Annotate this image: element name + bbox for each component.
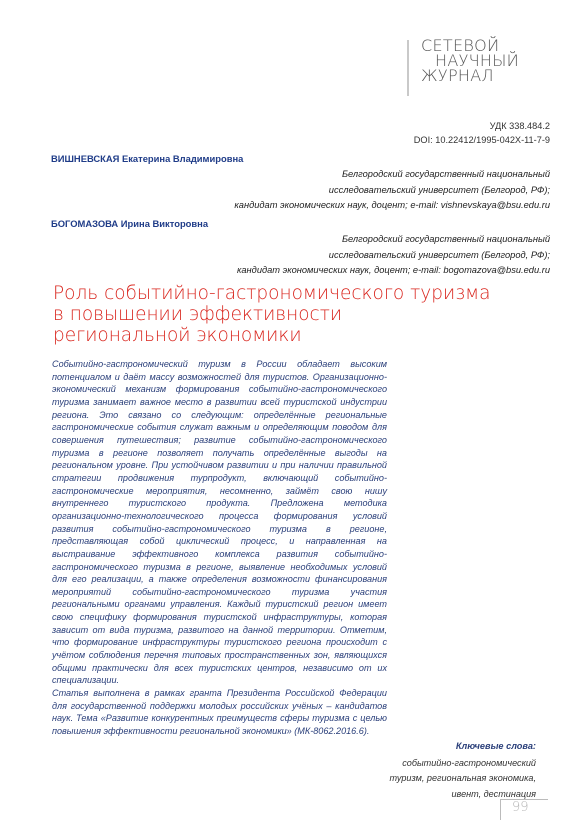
page-number-divider [500,799,501,820]
author-2-aff-line-3: кандидат экономических наук, доцент; e-mail: bogomazova@bsu.edu.ru [237,265,550,275]
journal-logo [421,38,519,83]
author-1-name: ВИШНЕВСКАЯ Екатерина Владимировна [51,153,244,164]
article-title [53,283,513,346]
article-title-line-3: региональной экономики [53,325,302,346]
author-2-aff-line-2: исследовательский университет (Белгород, РФ); [328,249,550,260]
udk-code: УДК 338.484.2 [489,121,550,131]
journal-logo-line-1: СЕТЕВОЙ [421,36,500,55]
article-identifiers [414,119,550,147]
journal-logo-line-2: НАУЧНЫЙ [435,51,520,70]
author-1-aff-line-3: кандидат экономических наук, доцент; e-mail: vishnevskaya@bsu.edu.ru [234,200,550,210]
article-title-line-2: в повышении эффективности [53,304,343,325]
author-1-affiliation [234,167,550,214]
journal-logo-line-3: ЖУРНАЛ [421,66,494,85]
author-1-aff-line-2: исследовательский университет (Белгород, РФ); [328,184,550,195]
article-title-line-1: Роль событийно-гастрономического туризма [53,283,491,304]
abstract-paragraph-grant: Статья выполнена в рамках гранта Президента Российской Федерации для государственной поддержки молодых российских учёных – кандидатов наук. Тема «Развитие конкурентных преимуществ сферы туризма с целью повышения эффективности региональной экономики» (МК-8062.2016.6). [52,688,387,737]
keywords-heading: Ключевые слова: [455,741,536,751]
doi-code: DOI: 10.22412/1995-042X-11-7-9 [413,135,550,145]
article-abstract [52,358,387,738]
page-number: 99 [512,800,529,815]
abstract-paragraph-1: Событийно-гастрономический туризм в России обладает высоким потенциалом и даёт массу возможностей для туристов. Организационно-экономический механизм формирования событийно-гастрономического туризма занимает важное место в развитии всей туристской индустрии региона. Это связано со следующим: определённые региональные гастрономические события служат важным и определяющим поводом для совершения путешествия; развитие событийно-гастрономического туризма в регионе позволяет получать определённые выгоды на региональном уровне. При устойчивом развитии и при наличии правильной стратегии продвижения турпродукт, включающий событийно-гастрономические мероприятия, несомненно, займёт свою нишу внутреннего туристского продукта. Предложена методика организационно-технологического процесса формирования условий развития событийно-гастрономического туризма в регионе, представляющая собой циклический процесс, и направленная на выстраивание эффективного комплекса развития событийно-гастрономического туризма в регионе, выявление необходимых условий для его реализации, а также определения возможности финансирования мероприятий событийно-гастрономического туризма участия региональными органами управления. Каждый туристский регион имеет свою специфику формирования туристской инфраструктуры, которая зависит от вида туризма, развитого на данной территории. Отметим, что формирование инфраструктуры туристского региона происходит с учётом соблюдения перечня типовых пространственных зон, являющихся общими практически для всех туристских центров, независимо от их специализации. [52,359,387,686]
author-2-aff-line-1: Белгородский государственный национальный [342,234,550,244]
author-1-aff-line-1: Белгородский государственный национальный [342,169,550,179]
keywords-list: событийно-гастрономический туризм, региональная экономика, ивент, дестинация [389,758,536,799]
author-2-name: БОГОМАЗОВА Ирина Викторовна [51,218,209,229]
journal-mark-divider [407,40,409,96]
author-2-affiliation [237,232,550,279]
